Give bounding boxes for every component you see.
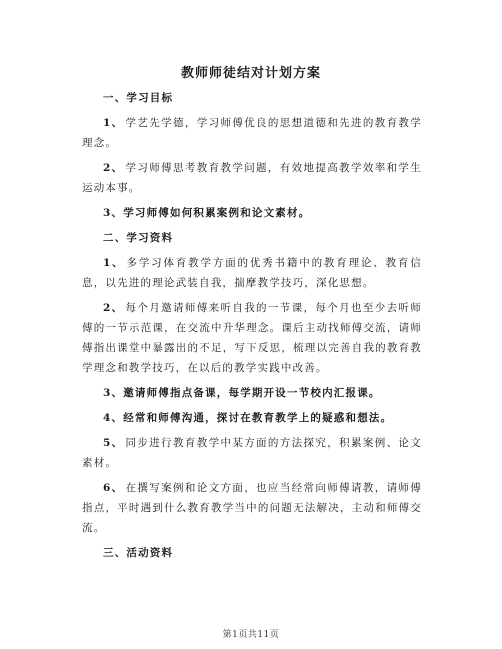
goal-item-3: 3、学习师傅如何积累案例和论文素材。 bbox=[103, 207, 311, 219]
material-item-2-number: 2、 bbox=[103, 302, 124, 314]
material-item-5-text: 同步进行教育教学中某方面的方法探究，积累案例、论文素材。 bbox=[82, 437, 422, 469]
material-item-1-number: 1、 bbox=[103, 257, 125, 269]
goal-item-1-text: 学艺先学德，学习师傅优良的思想道德和先进的教育教学理念。 bbox=[82, 117, 422, 149]
goal-item-1 bbox=[82, 113, 422, 153]
section-heading-goals: 一、学习目标 bbox=[103, 92, 174, 104]
goal-item-2-text: 学习师傅思考教育教学问题，有效地提高教学效率和学生运动本事。 bbox=[82, 162, 422, 194]
section-heading-activities: 三、活动资料 bbox=[103, 547, 174, 559]
material-item-1-text: 多学习体育教学方面的优秀书籍中的教育理论、教育信息，以先进的理论武装自我，揣摩教学技巧，深化思想。 bbox=[82, 257, 422, 289]
goal-item-2-number: 2、 bbox=[103, 162, 124, 174]
material-item-2-text: 每个月邀请师傅来听自我的一节课，每个月也至少去听师傅的一节示范课，在交流中升华理念。课后主动找师傅交流，请师傅指出课堂中暴露出的不足，写下反思，梳理以完善自我的教育教学理念和教学技巧，在以后的教学实践中改善。 bbox=[82, 302, 422, 374]
material-item-6-text: 在撰写案例和论文方面，也应当经常向师傅请教，请师傅指点，平时遇到什么教育教学当中的问题无法解决，主动和师傅交流。 bbox=[82, 482, 422, 534]
document-title: 教师师徒结对计划方案 bbox=[180, 66, 321, 81]
goal-item-2 bbox=[82, 158, 422, 198]
material-item-5 bbox=[82, 433, 422, 473]
section-heading-materials: 二、学习资料 bbox=[103, 232, 174, 244]
material-item-3: 3、邀请师傅指点备课，每学期开设一节校内汇报课。 bbox=[103, 387, 381, 399]
page-footer: 第1页共11页 bbox=[222, 630, 280, 640]
material-item-6-number: 6、 bbox=[103, 482, 124, 494]
goal-item-1-number: 1、 bbox=[103, 117, 124, 129]
material-item-5-number: 5、 bbox=[103, 437, 124, 449]
document-body bbox=[82, 88, 422, 563]
material-item-6 bbox=[82, 478, 422, 538]
material-item-1 bbox=[82, 253, 422, 293]
material-item-4: 4、经常和师傅沟通，探讨在教育教学上的疑惑和想法。 bbox=[103, 412, 393, 424]
material-item-2 bbox=[82, 298, 422, 378]
